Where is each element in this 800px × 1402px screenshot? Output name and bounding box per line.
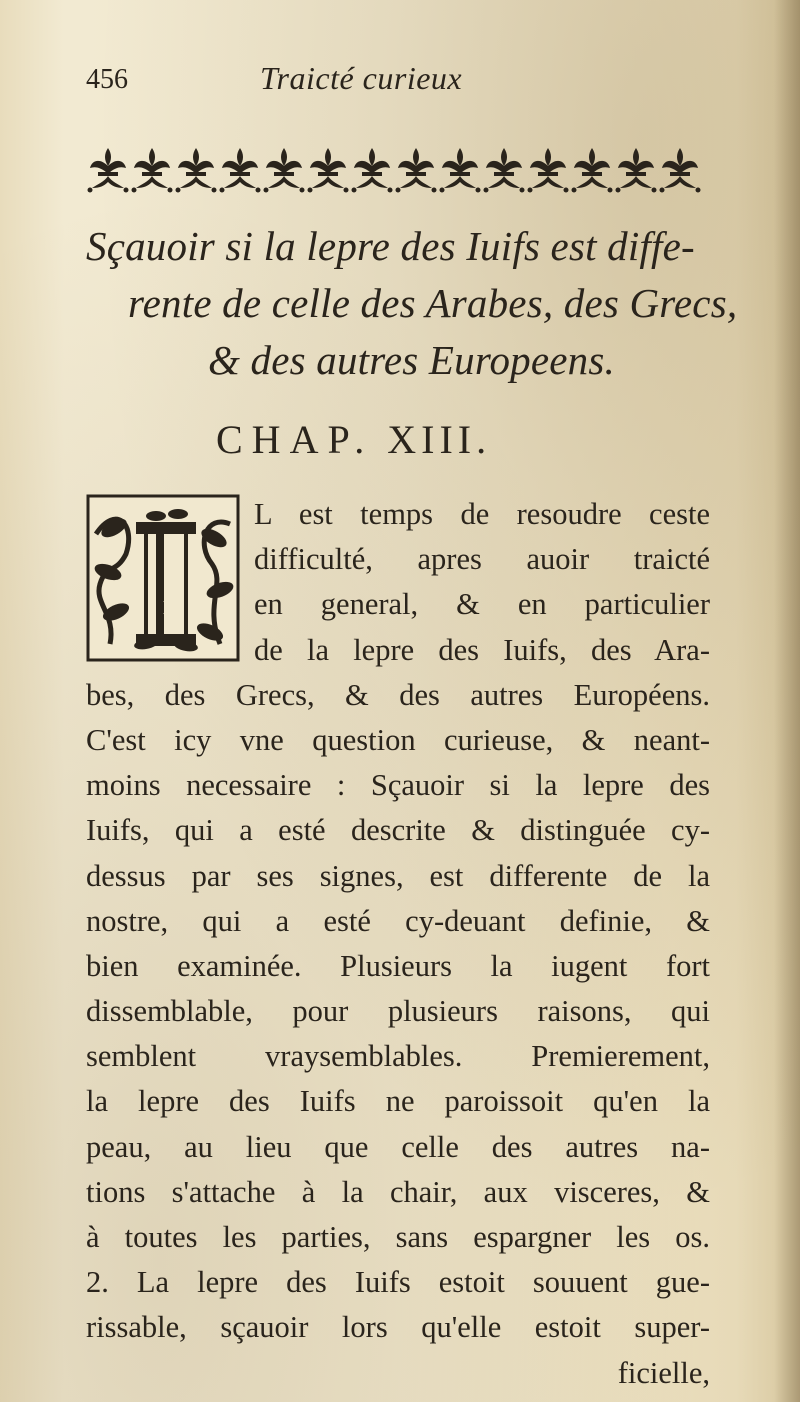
chapter-heading xyxy=(216,416,491,463)
body-text xyxy=(86,492,710,1396)
text-line: nostre, qui a esté cy-deuant definie, & xyxy=(86,903,710,938)
text-line: Iuifs, qui a esté descrite & distinguée cy- xyxy=(86,813,710,848)
text-line: difficulté, apres auoir traicté xyxy=(254,542,710,577)
fleuron-icon xyxy=(86,140,706,196)
text-line: peau, au lieu que celle des autres na- xyxy=(86,1129,710,1164)
text-line: ficielle, xyxy=(617,1355,710,1390)
text-line: de la lepre des Iuifs, des Ara- xyxy=(254,632,710,667)
drop-cap-letter: I xyxy=(162,597,170,619)
text-line: 2. La lepre des Iuifs estoit souuent gue- xyxy=(86,1265,710,1300)
page-number: 456 xyxy=(86,64,128,95)
text-line: C'est icy vne question curieuse, & neant- xyxy=(86,722,710,757)
chapter-title xyxy=(86,218,738,389)
chapter-number: XIII. xyxy=(387,417,492,462)
chapter-label: CHAP. xyxy=(216,417,374,462)
text-line: dessus par ses signes, est differente de la xyxy=(86,858,710,893)
text-line: bien examinée. Plusieurs la iugent fort xyxy=(86,948,710,983)
text-line: semblent vraysemblables. Premierement, xyxy=(86,1039,710,1074)
chapter-title-line: & des autres Europeens. xyxy=(208,337,615,383)
text-line: à toutes les parties, sans espargner les os. xyxy=(86,1220,710,1254)
text-line: moins necessaire : Sçauoir si la lepre des xyxy=(86,768,710,803)
text-line: bes, des Grecs, & des autres Européens. xyxy=(86,677,710,712)
text-line: dissemblable, pour plusieurs raisons, qui xyxy=(86,994,710,1029)
text-line: en general, & en particulier xyxy=(254,587,710,622)
running-head xyxy=(86,58,706,98)
fleuron-ornament-band xyxy=(86,140,706,196)
text-line: L est temps de resoudre ceste xyxy=(254,497,710,531)
text-line: tions s'attache à la chair, aux visceres, & xyxy=(86,1174,710,1209)
chapter-title-line: Sçauoir si la lepre des Iuifs est diffe- xyxy=(86,223,695,269)
chapter-title-line: rente de celle des Arabes, des Grecs, xyxy=(128,280,738,326)
text-line: la lepre des Iuifs ne paroissoit qu'en la xyxy=(86,1084,710,1119)
running-title: Traicté curieux xyxy=(260,60,463,96)
text-line: rissable, sçauoir lors qu'elle estoit super- xyxy=(86,1310,710,1345)
